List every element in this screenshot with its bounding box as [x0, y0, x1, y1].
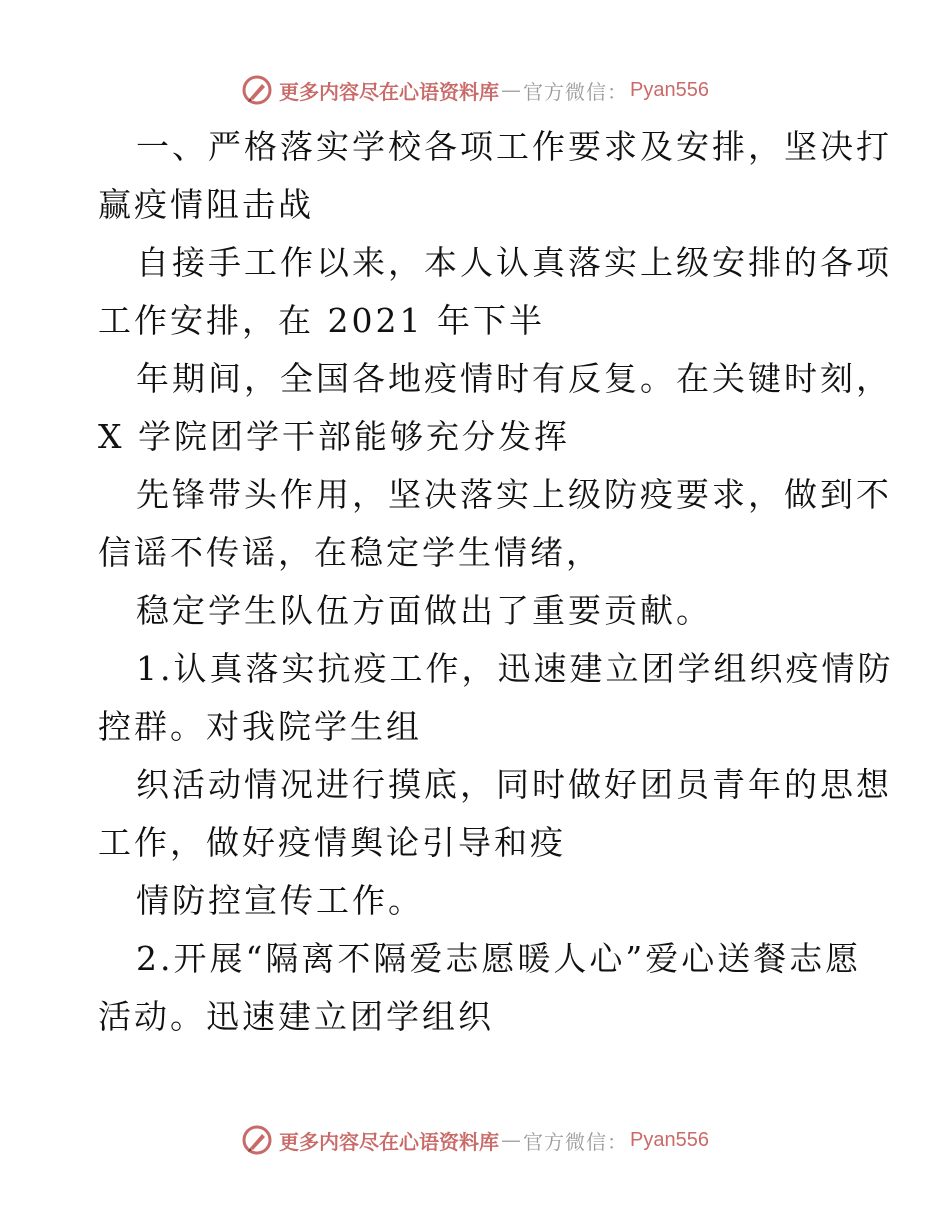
text-line: X 学院团学干部能够充分发挥	[98, 417, 570, 456]
pen-logo-icon	[241, 1124, 273, 1156]
text-line: 稳定学生队伍方面做出了重要贡献。	[136, 591, 712, 630]
text-line: 一、严格落实学校各项工作要求及安排，坚决打	[136, 127, 892, 166]
watermark-separator: —	[501, 78, 522, 102]
watermark-label: 官方微信：	[523, 79, 629, 104]
text-line: 赢疫情阻击战	[98, 185, 314, 224]
text-line: 工作，做好疫情舆论引导和疫	[98, 823, 566, 862]
text-line: 2.开展“隔离不隔爱志愿暖人心”爱心送餐志愿	[136, 939, 862, 978]
text-line: 工作安排，在 2021 年下半	[98, 301, 545, 340]
text-line: 控群。对我院学生组	[98, 707, 422, 746]
text-line: 自接手工作以来，本人认真落实上级安排的各项	[136, 243, 892, 282]
text-line: 1.认真落实抗疫工作，迅速建立团学组织疫情防	[136, 649, 894, 688]
watermark-wechat-id: Pyan556	[630, 1128, 709, 1151]
header-watermark	[0, 70, 950, 110]
pen-logo-icon	[241, 74, 273, 106]
text-line: 活动。迅速建立团学组织	[98, 997, 494, 1036]
text-line: 先锋带头作用，坚决落实上级防疫要求，做到不	[136, 475, 892, 514]
footer-watermark	[0, 1120, 950, 1160]
watermark-separator: —	[501, 1128, 522, 1152]
watermark-text: 更多内容尽在心语资料库	[279, 79, 500, 104]
watermark-wechat-id: Pyan556	[630, 78, 709, 101]
document-body	[98, 118, 894, 1046]
watermark-text: 更多内容尽在心语资料库	[279, 1129, 500, 1154]
text-line: 年期间，全国各地疫情时有反复。在关键时刻，	[136, 359, 892, 398]
text-line: 信谣不传谣，在稳定学生情绪，	[98, 533, 602, 572]
text-line: 织活动情况进行摸底，同时做好团员青年的思想	[136, 765, 892, 804]
watermark-label: 官方微信：	[523, 1129, 629, 1154]
text-line: 情防控宣传工作。	[136, 881, 424, 920]
